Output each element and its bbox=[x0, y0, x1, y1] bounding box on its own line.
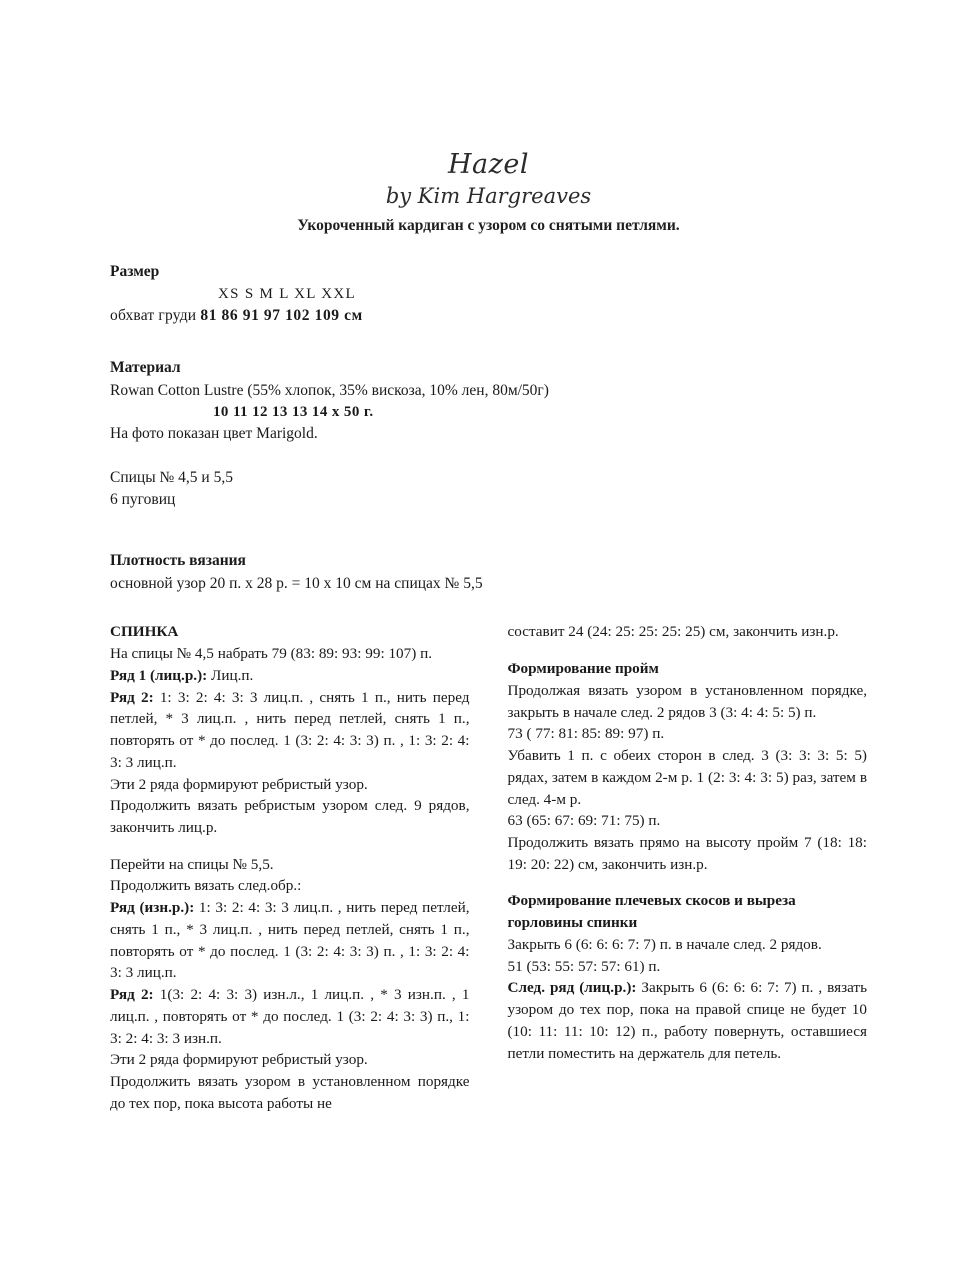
gauge-line: основной узор 20 п. x 28 р. = 10 x 10 см на спицах № 5,5 bbox=[110, 575, 483, 593]
row-1-label: Ряд 1 (лиц.р.): bbox=[110, 666, 208, 684]
shoulder-stitch-count: 51 (53: 55: 57: 57: 61) п. bbox=[507, 957, 661, 975]
intro-section bbox=[110, 261, 867, 596]
body-columns bbox=[110, 621, 867, 1114]
row-purl bbox=[110, 897, 470, 984]
subtitle-line: Укороченный кардиган с узором со снятыми петлями. bbox=[297, 216, 680, 234]
bust-values: 81 86 91 97 102 109 см bbox=[200, 307, 363, 325]
armhole-stitch-count-1: 73 ( 77: 81: 85: 89: 97) п. bbox=[507, 725, 665, 743]
left-column bbox=[110, 621, 470, 1114]
rib-note-2: Эти 2 ряда формируют ребристый узор. bbox=[110, 1051, 368, 1069]
row-2-text: 1: 3: 2: 4: 3: 3 лиц.п. , снять 1 п., нить перед петлей, * 3 лиц.п. , нить перед петлей, снять 1 п., повторять от * до послед. 1 (3: 2: 4: 3: 3) п. , 1: 3: 2: 4: 3: 3 лиц.п. bbox=[110, 688, 470, 771]
back-cast-on: На спицы № 4,5 набрать 79 (83: 89: 93: 99: 107) п. bbox=[110, 645, 433, 663]
row-2b-label: Ряд 2: bbox=[110, 986, 154, 1004]
next-row bbox=[508, 977, 868, 1064]
author-line: by Kim Hargreaves bbox=[385, 183, 592, 208]
armhole-heading: Формирование пройм bbox=[507, 660, 659, 678]
material-quantity: 10 11 12 13 13 14 x 50 г. bbox=[213, 404, 374, 421]
shoulder-heading: Формирование плечевых скосов и выреза горловины спинки bbox=[507, 892, 796, 932]
rib-continue: Продолжить вязать ребристым узором след. 9 рядов, закончить лиц.р. bbox=[110, 797, 470, 836]
page-title: Hazel bbox=[448, 149, 529, 180]
armhole-step-1: Продолжая вязать узором в установленном порядке, закрыть в начале след. 2 рядов 3 (3: 4: 4: 5: 5) п. bbox=[507, 681, 867, 721]
buttons-line: 6 пуговиц bbox=[110, 491, 176, 509]
row-2-label: Ряд 2: bbox=[110, 688, 154, 706]
row-1-text: Лиц.п. bbox=[207, 666, 254, 684]
row-2 bbox=[110, 687, 470, 774]
material-heading: Материал bbox=[110, 359, 181, 377]
row-1 bbox=[110, 665, 470, 687]
title-block bbox=[110, 150, 867, 235]
continue-pattern-tail: составит 24 (24: 25: 25: 25: 25) см, закончить изн.р. bbox=[507, 623, 839, 641]
armhole-step-3: Продолжить вязать прямо на высоту пройм 7 (18: 18: 19: 20: 22) см, закончить изн.р. bbox=[507, 833, 867, 873]
shoulder-step-1: Закрыть 6 (6: 6: 6: 7: 7) п. в начале след. 2 рядов. bbox=[507, 935, 822, 953]
size-heading: Размер bbox=[110, 262, 160, 280]
armhole-stitch-count-2: 63 (65: 67: 69: 71: 75) п. bbox=[507, 812, 661, 830]
material-colour-note: На фото показан цвет Marigold. bbox=[110, 425, 318, 443]
row-2b bbox=[110, 984, 470, 1049]
row-purl-text: 1: 3: 2: 4: 3: 3 лиц.п. , нить перед петлей, снять 1 п., * 3 лиц.п. , нить перед петлей, снять 1 п., повторять от * до послед. 1 (3: 2: 4: 3: 3) п. , 1: 3: 2: 4: 3: 3 лиц.п. bbox=[110, 899, 470, 982]
next-row-text: Закрыть 6 (6: 6: 6: 7: 7) п. , вязать узором до тех пор, пока на правой спице не будет 10 (10: 11: 11: 10: 12) п., работу повернуть, оставшиеся петли поместить на держатель для петель. bbox=[507, 979, 867, 1062]
continue-pattern: Продолжить вязать узором в установленном порядке до тех пор, пока высота работы не bbox=[110, 1073, 470, 1112]
continue-as-follows: Продолжить вязать след.обр.: bbox=[110, 877, 302, 895]
row-purl-label: Ряд (изн.р.): bbox=[110, 899, 195, 917]
back-heading: СПИНКА bbox=[110, 623, 179, 641]
right-column bbox=[508, 621, 868, 1114]
needles-line: Спицы № 4,5 и 5,5 bbox=[110, 469, 233, 487]
gauge-heading: Плотность вязания bbox=[110, 552, 246, 570]
rib-note: Эти 2 ряда формируют ребристый узор. bbox=[110, 775, 368, 793]
bust-row bbox=[110, 305, 867, 327]
size-list: XS S M L XL XXL bbox=[218, 285, 356, 302]
bust-label: обхват груди bbox=[110, 307, 197, 325]
switch-needles: Перейти на спицы № 5,5. bbox=[110, 855, 274, 873]
armhole-step-2: Убавить 1 п. с обеих сторон в след. 3 (3: 3: 3: 5: 5) рядах, затем в каждом 2-м р. 1 (2: 3: 4: 3: 5) раз, затем в след. 4-м р. bbox=[507, 747, 867, 808]
next-row-label: След. ряд (лиц.р.): bbox=[507, 979, 637, 997]
material-yarn: Rowan Cotton Lustre (55% хлопок, 35% вискоза, 10% лен, 80м/50г) bbox=[110, 382, 549, 400]
row-2b-text: 1(3: 2: 4: 3: 3) изн.л., 1 лиц.п. , * 3 изн.п. , 1 лиц.п. , повторять от * до послед. 1 (3: 2: 4: 3: 3) п., 1: 3: 2: 4: 3: 3 изн.п. bbox=[110, 986, 470, 1047]
